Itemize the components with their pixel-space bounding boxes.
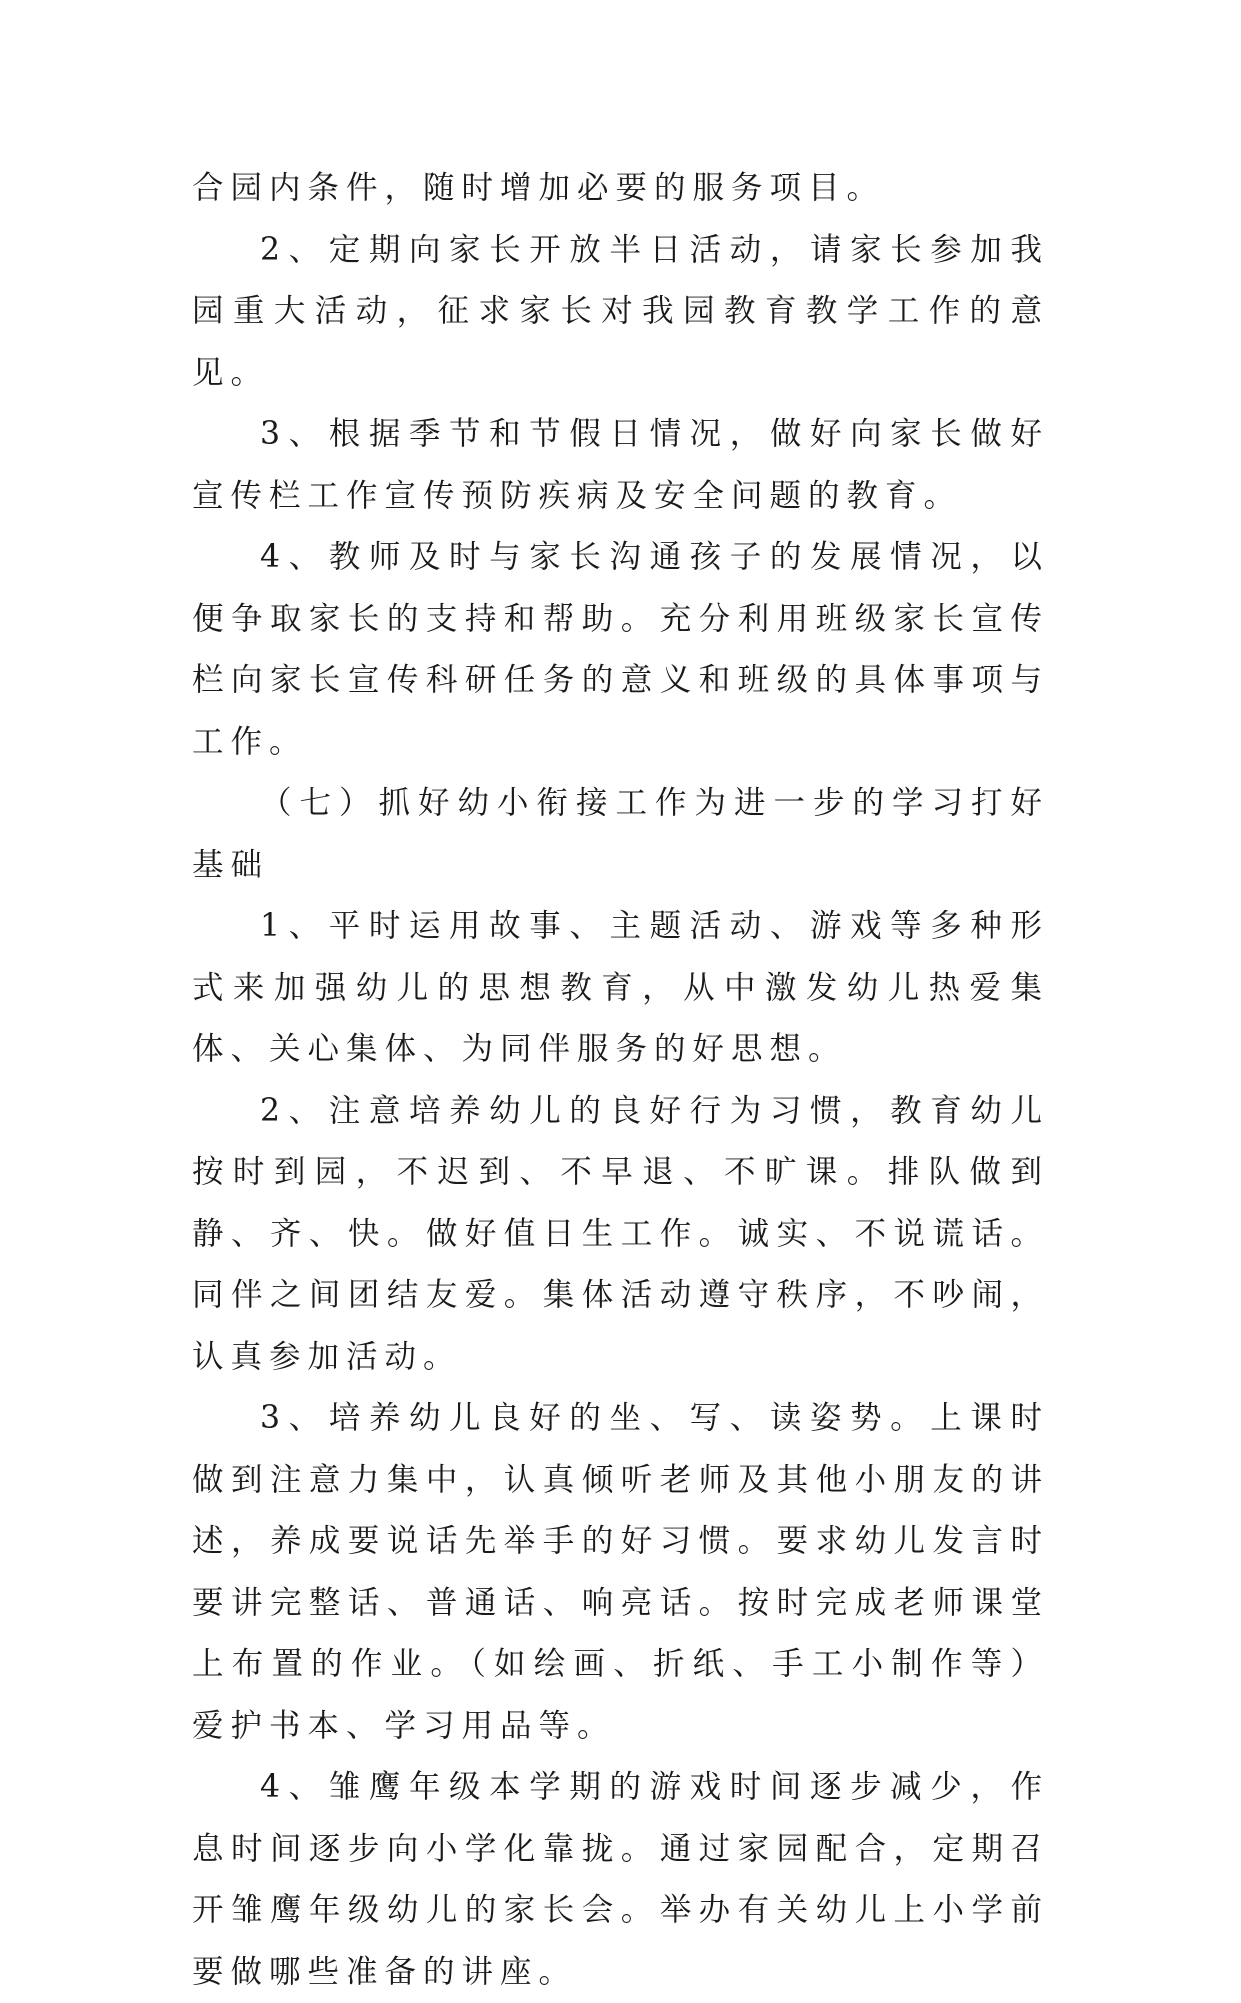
paragraph-item-2-open-day: 2、定期向家长开放半日活动，请家长参加我园重大活动，征求家长对我园教育教学工作的意见。 bbox=[192, 231, 1049, 391]
paragraph-item-1-moral-education: 1、平时运用故事、主题活动、游戏等多种形式来加强幼儿的思想教育，从中激发幼儿热爱集体、关心集体、为同伴服务的好思想。 bbox=[192, 908, 1049, 1067]
section-heading-seven: （七）抓好幼小衔接工作为进一步的学习打好基础 bbox=[192, 785, 1049, 883]
document-body bbox=[192, 158, 1049, 2003]
paragraph-item-4-school-transition: 4、雏鹰年级本学期的游戏时间逐步减少，作息时间逐步向小学化靠拢。通过家园配合，定期召开雏鹰年级幼儿的家长会。举办有关幼儿上小学前要做哪些准备的讲座。 bbox=[192, 1769, 1049, 1990]
paragraph-item-3-seasonal-publicity: 3、根据季节和节假日情况，做好向家长做好宣传栏工作宣传预防疾病及安全问题的教育。 bbox=[192, 416, 1049, 514]
paragraph-item-2-behavior-habits: 2、注意培养幼儿的良好行为习惯，教育幼儿按时到园，不迟到、不早退、不旷课。排队做到静、齐、快。做好值日生工作。诚实、不说谎话。同伴之间团结友爱。集体活动遵守秩序，不吵闹，认真参加活动。 bbox=[192, 1092, 1049, 1375]
paragraph-continuation: 合园内条件，随时增加必要的服务项目。 bbox=[192, 170, 886, 206]
paragraph-item-4-parent-communication: 4、教师及时与家长沟通孩子的发展情况，以便争取家长的支持和帮助。充分利用班级家长宣传栏向家长宣传科研任务的意义和班级的具体事项与工作。 bbox=[192, 539, 1049, 760]
paragraph-item-3-study-habits: 3、培养幼儿良好的坐、写、读姿势。上课时做到注意力集中，认真倾听老师及其他小朋友的讲述，养成要说话先举手的好习惯。要求幼儿发言时要讲完整话、普通话、响亮话。按时完成老师课堂上布置的作业。（如绘画、折纸、手工小制作等）爱护书本、学习用品等。 bbox=[192, 1400, 1049, 1744]
